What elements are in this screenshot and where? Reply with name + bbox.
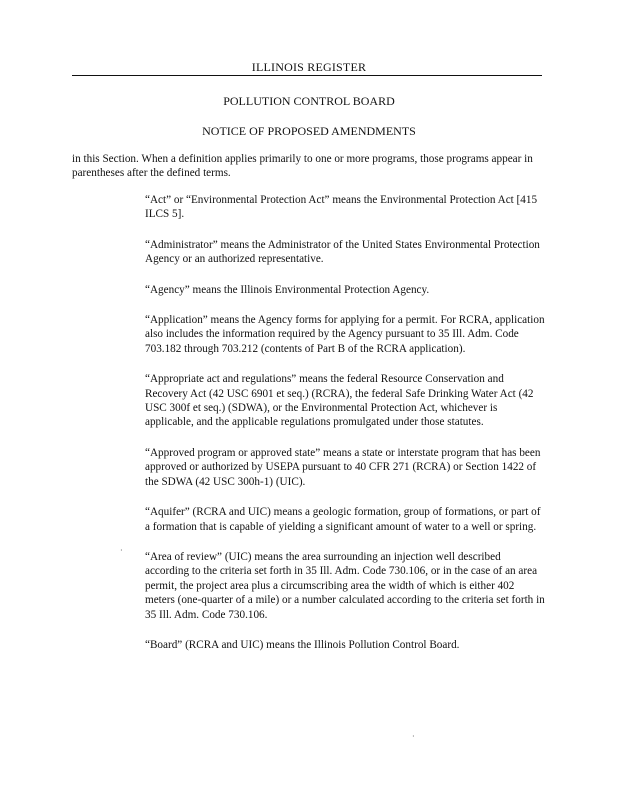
intro-paragraph: in this Section. When a definition applies primarily to one or more programs, those programs appear in parentheses after the defined terms.	[72, 153, 533, 179]
definition-application: “Application” means the Agency forms for applying for a permit. For RCRA, application also includes the information required by the Agency pursuant to 35 Ill. Adm. Code 703.182 through 703.212 (contents of Part B of the RCRA application).	[145, 314, 545, 355]
board-heading: POLLUTION CONTROL BOARD	[223, 94, 395, 108]
scan-speck: ·	[120, 546, 123, 555]
register-title: ILLINOIS REGISTER	[251, 60, 367, 74]
definition-area-of-review: “Area of review” (UIC) means the area surrounding an injection well described according to the criteria set forth in 35 Ill. Adm. Code 730.106, or in the case of an area permit, the project area plus a circumscribing area the width of which is either 402 meters (one-quarter of a mile) or a number calculated according to the criteria set forth in 35 Ill. Adm. Code 730.106.	[145, 550, 545, 621]
definition-board: “Board” (RCRA and UIC) means the Illinois Pollution Control Board.	[145, 638, 460, 651]
definitions-list	[145, 193, 545, 668]
definition-act: “Act” or “Environmental Protection Act” means the Environmental Protection Act [415 ILCS 5].	[145, 194, 538, 221]
definition-aquifer: “Aquifer” (RCRA and UIC) means a geologic formation, group of formations, or part of a formation that is capable of yielding a significant amount of water to a well or spring.	[145, 506, 541, 533]
definition-approved-program: “Approved program or approved state” means a state or interstate program that has been approved or authorized by USEPA pursuant to 40 CFR 271 (RCRA) or Section 1422 of the SDWA (42 USC 300h-1) (UIC).	[145, 446, 541, 488]
notice-heading: NOTICE OF PROPOSED AMENDMENTS	[202, 124, 416, 138]
definition-agency: “Agency” means the Illinois Environmental Protection Agency.	[145, 283, 430, 296]
scan-speck: ·	[412, 732, 415, 741]
header-rule	[72, 75, 542, 76]
definition-administrator: “Administrator” means the Administrator of the United States Environmental Protection Agency or an authorized representative.	[145, 238, 540, 266]
definition-appropriate-act: “Appropriate act and regulations” means the federal Resource Conservation and Recovery Act (42 USC 6901 et seq.) (RCRA), the federal Safe Drinking Water Act (42 USC 300f et seq.) (SDWA), or the Environmental Protection Act, whichever is applicable, and the applicable regulations promulgated under those statutes.	[145, 373, 534, 429]
